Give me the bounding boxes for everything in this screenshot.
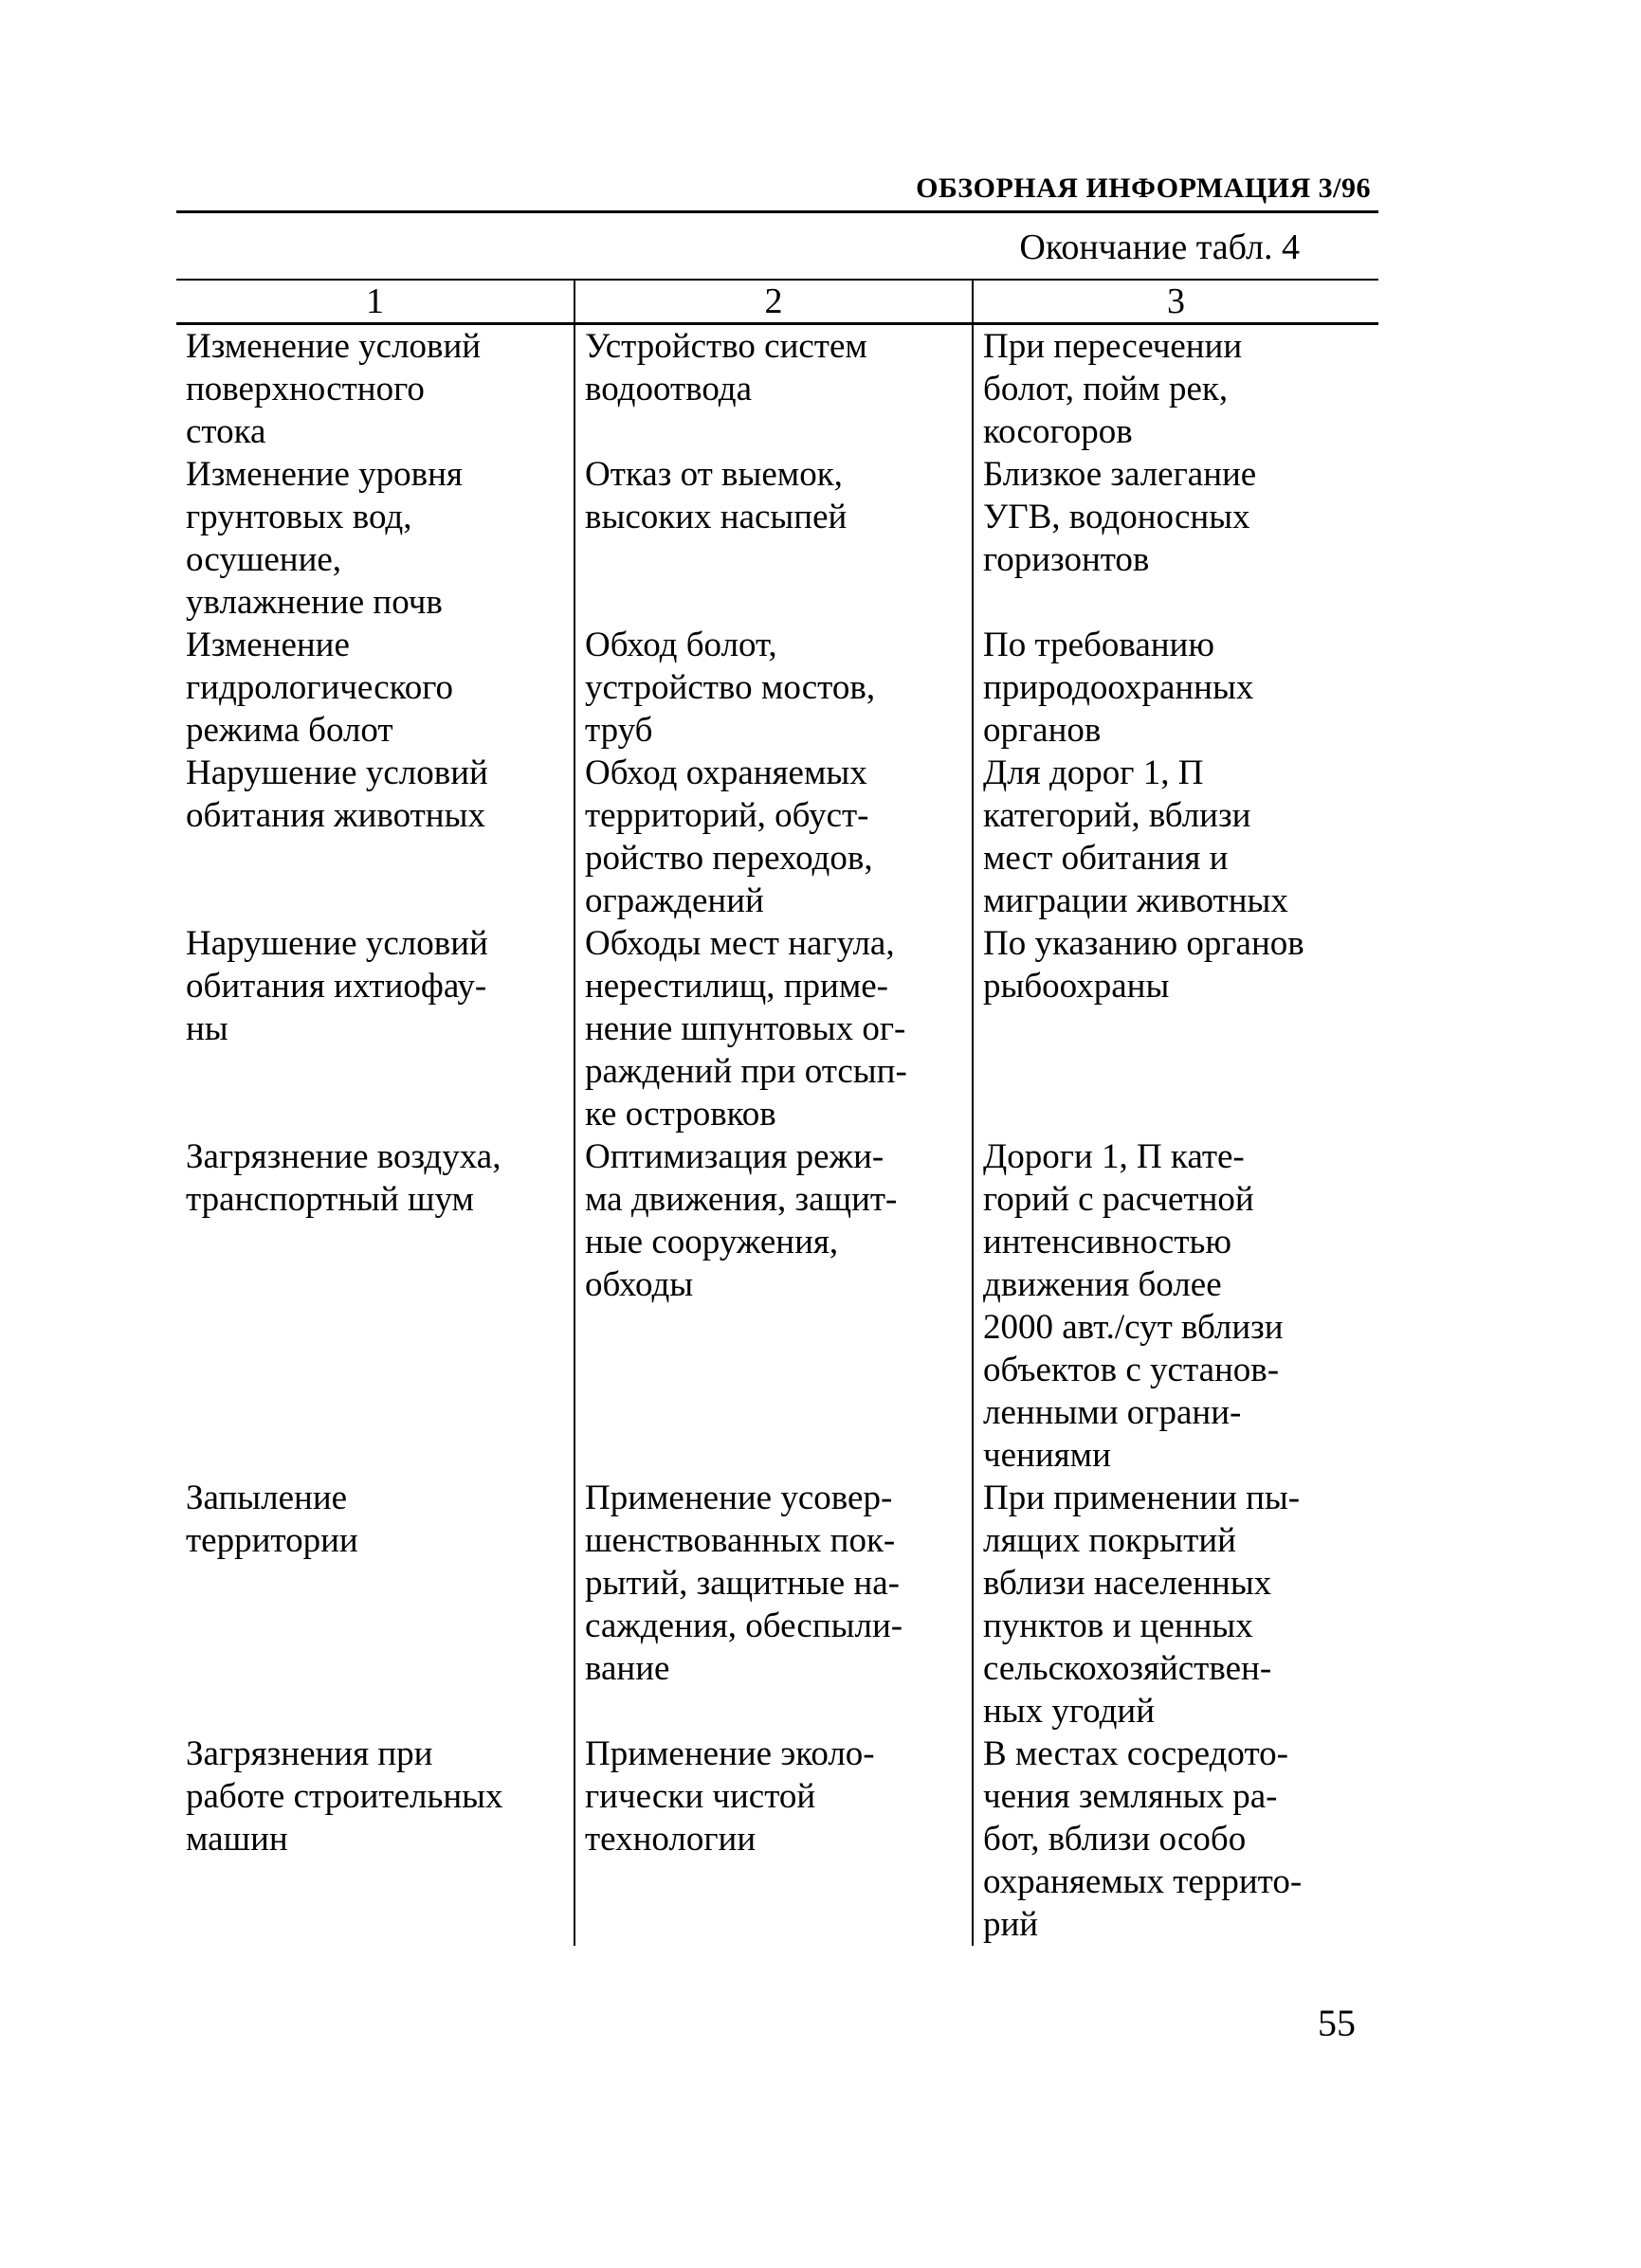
measures-table [176,279,1378,1946]
condition-cell: В местах сосредото- чения земляных ра- бот, вблизи особо охраняемых террито- рий [973,1733,1378,1946]
condition-cell: Для дорог 1, П категорий, вблизи мест обитания и миграции животных [973,752,1378,922]
table-row [176,1733,1378,1946]
column-header-1: 1 [176,280,574,324]
measure-cell: Применение усовер- шенствованных пок- рытий, защитные на- саждения, обеспыли- вание [574,1477,973,1733]
impact-cell: Нарушение условий обитания животных [186,753,488,835]
impact-cell: Изменение уровня грунтовых вод, осушение, увлажнение почв [186,455,463,622]
table-row [176,1135,1378,1477]
condition-cell: По требованию природоохранных органов [973,624,1378,752]
table-row [176,453,1378,624]
measure-cell: Устройство систем водоотвода [574,324,973,454]
condition-cell: Дороги 1, П кате- горий с расчетной интенсивностью движения более 2000 авт./сут вблизи объектов с установ- ленными ограни- чениями [973,1135,1378,1477]
table-continuation-note: Окончание табл. 4 [1019,227,1300,267]
table-row [176,922,1378,1135]
column-header-3: 3 [973,280,1378,324]
impact-cell: Загрязнения при работе строительных машин [186,1734,503,1859]
impact-cell: Загрязнение воздуха, транспортный шум [186,1137,501,1219]
measure-cell: Оптимизация режи- ма движения, защит- ные сооружения, обходы [574,1135,973,1477]
condition-cell: При пересечении болот, пойм рек, косогоров [973,324,1378,454]
table-row [176,624,1378,752]
page-number: 55 [1318,2002,1356,2044]
condition-cell: При применении пы- лящих покрытий вблизи населенных пунктов и ценных сельскохозяйствен- ных угодий [973,1477,1378,1733]
table-row [176,324,1378,454]
table-row [176,752,1378,922]
measure-cell: Обход охраняемых территорий, обуст- ройство переходов, ограждений [574,752,973,922]
table-container [176,279,1378,1946]
condition-cell: Близкое залегание УГВ, водоносных горизонтов [973,453,1378,624]
measure-cell: Обходы мест нагула, нерестилищ, приме- нение шпунтовых ог- раждений при отсып- ке островков [574,922,973,1135]
running-head [176,167,1378,213]
column-header-2: 2 [574,280,973,324]
measure-cell: Обход болот, устройство мостов, труб [574,624,973,752]
measure-cell: Применение эколо- гически чистой технологии [574,1733,973,1946]
running-title: ОБЗОРНАЯ ИНФОРМАЦИЯ 3/96 [916,172,1371,204]
impact-cell: Изменение гидрологического режима болот [186,626,453,750]
condition-cell: По указанию органов рыбоохраны [973,922,1378,1135]
measure-cell: Отказ от выемок, высоких насыпей [574,453,973,624]
impact-cell: Изменение условий поверхностного стока [186,327,482,451]
impact-cell: Нарушение условий обитания ихтиофау- ны [186,924,488,1048]
table-row [176,1477,1378,1733]
impact-cell: Запыление территории [186,1479,358,1560]
table-header-row [176,280,1378,324]
